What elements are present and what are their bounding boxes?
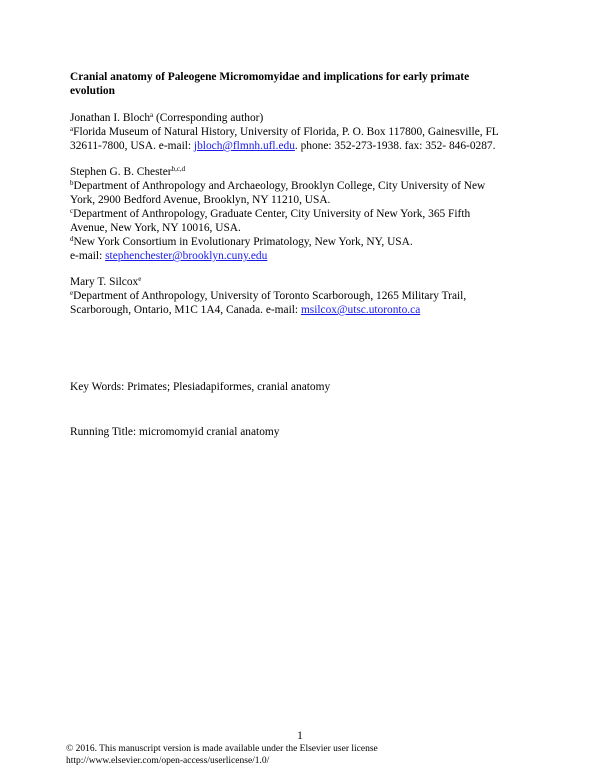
- affiliation-contact-line: [70, 139, 540, 153]
- author-block-silcox: [70, 275, 540, 317]
- author-name: Jonathan I. Bloch: [70, 112, 151, 124]
- contact-phone-fax: . phone: 352-273-1938. fax: 352- 846-0287.: [294, 140, 496, 152]
- page-number: 1: [297, 730, 303, 742]
- author-name-line: [70, 165, 540, 179]
- license-line: © 2016. This manuscript version is made available under the Elsevier user license: [66, 744, 378, 754]
- affiliation-sup: b: [70, 179, 74, 187]
- title-line-1: Cranial anatomy of Paleogene Micromomyidae and implications for early primate: [70, 71, 470, 83]
- affiliation-contact-line: [70, 303, 540, 317]
- affiliation-text: Department of Anthropology, Graduate Center, City University of New York, 365 Fifth: [73, 208, 471, 220]
- affiliation-sup: e: [70, 289, 74, 297]
- license-footer: [66, 743, 378, 767]
- author-sup: a: [150, 111, 154, 119]
- author-name: Mary T. Silcox: [70, 276, 139, 288]
- author-sup: e: [138, 275, 142, 283]
- email-link-silcox[interactable]: msilcox@utsc.utoronto.ca: [300, 304, 421, 316]
- running-title: Running Title: micromomyid cranial anatomy: [70, 426, 280, 438]
- affiliation-line: York, 2900 Bedford Avenue, Brooklyn, NY 11210, USA.: [70, 194, 331, 206]
- affiliation-text: New York Consortium in Evolutionary Primatology, New York, NY, USA.: [73, 236, 413, 248]
- author-name-line: [70, 111, 540, 125]
- paper-title: [70, 70, 540, 98]
- affiliation-line: [70, 125, 540, 139]
- author-note: (Corresponding author): [153, 112, 264, 124]
- affiliation-text: Department of Anthropology and Archaeology, Brooklyn College, City University of New: [73, 180, 486, 192]
- author-block-bloch: [70, 111, 540, 153]
- author-sup: b,c,d: [171, 165, 186, 173]
- affiliation-sup: a: [70, 125, 74, 133]
- affiliation-line: [70, 179, 540, 193]
- affiliation-text: Florida Museum of Natural History, University of Florida, P. O. Box 117800, Gainesville, FL: [73, 126, 499, 138]
- keywords: Key Words: Primates; Plesiadapiformes, cranial anatomy: [70, 381, 331, 393]
- affiliation-line: [70, 289, 540, 303]
- title-line-2: evolution: [70, 85, 115, 97]
- affiliation-sup: c: [70, 207, 74, 215]
- affiliation-line: [70, 235, 540, 249]
- affiliation-text: Scarborough, Ontario, M1C 1A4, Canada. e-mail:: [70, 304, 301, 316]
- affiliation-line: [70, 207, 540, 221]
- author-name-line: [70, 275, 540, 289]
- email-line: [70, 249, 540, 263]
- license-url[interactable]: http://www.elsevier.com/open-access/userlicense/1.0/: [66, 756, 270, 766]
- affiliation-text: Department of Anthropology, University of Toronto Scarborough, 1265 Military Trail,: [73, 290, 467, 302]
- email-label: e-mail:: [70, 250, 106, 262]
- email-link-chester[interactable]: stephenchester@brooklyn.cuny.edu: [105, 250, 268, 262]
- affiliation-text: 32611-7800, USA. e-mail:: [70, 140, 194, 152]
- author-name: Stephen G. B. Chester: [70, 166, 172, 178]
- affiliation-sup: d: [70, 235, 74, 243]
- author-block-chester: [70, 165, 540, 263]
- affiliation-line: Avenue, New York, NY 10016, USA.: [70, 222, 241, 234]
- email-link-bloch[interactable]: jbloch@flmnh.ufl.edu: [193, 140, 295, 152]
